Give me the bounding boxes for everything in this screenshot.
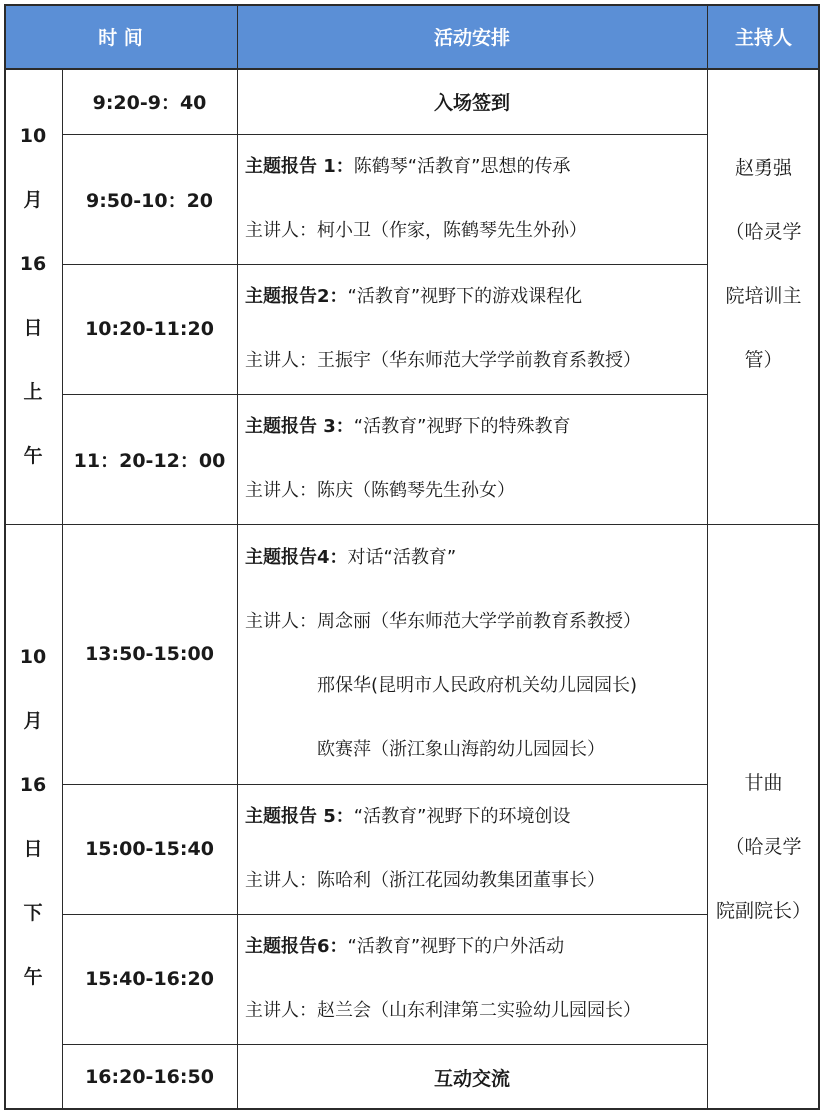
topic-line <box>245 265 582 329</box>
speaker-line: 主讲人：赵兰会（山东利津第二实验幼儿园园长） <box>245 1000 641 1021</box>
activity-cell <box>237 524 707 784</box>
activity-cell <box>237 914 707 1044</box>
host-line: 管） <box>744 349 783 371</box>
activity-cell <box>237 394 707 524</box>
topic-label: 主题报告6： <box>245 936 348 957</box>
grid-line <box>4 524 820 525</box>
time-cell: 15:40-16:20 <box>85 968 214 990</box>
grid-line <box>62 264 707 265</box>
morning-date-char: 日 <box>23 317 43 339</box>
activity-interaction: 互动交流 <box>433 1067 510 1090</box>
speaker-line: 主讲人：王振宇（华东师范大学学前教育系教授） <box>245 350 641 371</box>
time-cell: 11：20-12：00 <box>73 449 226 472</box>
morning-date <box>4 68 62 524</box>
grid-line <box>4 68 820 70</box>
afternoon-date-char: 日 <box>23 838 43 860</box>
speaker-line: 邢保华(昆明市人民政府机关幼儿园园长) <box>317 675 638 696</box>
host-line: （哈灵学 <box>725 836 802 858</box>
topic-label: 主题报告 1： <box>245 156 354 177</box>
header-activity: 活动安排 <box>237 4 707 68</box>
afternoon-date <box>4 524 62 1110</box>
activity-cell <box>237 134 707 264</box>
host-line: 院副院长） <box>715 900 811 922</box>
activity-cell <box>237 264 707 394</box>
activity-cell <box>237 784 707 914</box>
afternoon-host <box>707 524 820 1110</box>
time-cell: 9:20-9：40 <box>92 91 207 114</box>
morning-date-char: 上 <box>23 381 43 403</box>
time-cell: 13:50-15:00 <box>85 643 214 665</box>
topic-line <box>245 135 570 199</box>
afternoon-date-char: 16 <box>19 774 47 796</box>
topic-text: “活教育”视野下的特殊教育 <box>353 416 571 437</box>
topic-text: “活教育”视野下的环境创设 <box>353 806 571 827</box>
host-line: （哈灵学 <box>725 221 802 243</box>
speaker-line: 欧赛萍（浙江象山海韵幼儿园园长） <box>317 739 605 760</box>
topic-label: 主题报告2： <box>245 286 348 307</box>
host-line: 院培训主 <box>725 285 802 307</box>
topic-label: 主题报告 3： <box>245 416 354 437</box>
topic-text: 对话“活教育” <box>347 547 457 568</box>
speaker-line: 主讲人：周念丽（华东师范大学学前教育系教授） <box>245 611 641 632</box>
topic-text: “活教育”视野下的户外活动 <box>347 936 565 957</box>
border-line <box>818 4 820 1110</box>
time-cell: 9:50-10：20 <box>85 189 214 212</box>
morning-date-char: 10 <box>19 125 47 147</box>
topic-line <box>245 915 564 979</box>
activity-checkin: 入场签到 <box>433 91 510 114</box>
afternoon-date-char: 10 <box>19 646 47 668</box>
topic-label: 主题报告 5： <box>245 806 354 827</box>
grid-line <box>62 134 707 135</box>
grid-line <box>62 914 707 915</box>
schedule-table <box>4 4 820 1110</box>
grid-line <box>62 394 707 395</box>
afternoon-date-char: 下 <box>23 902 43 924</box>
grid-line <box>237 4 238 1110</box>
morning-date-char: 16 <box>19 253 47 275</box>
host-line: 赵勇强 <box>734 157 792 179</box>
time-cell: 16:20-16:50 <box>85 1066 214 1088</box>
grid-line <box>62 1044 707 1045</box>
time-cell: 15:00-15:40 <box>85 838 214 860</box>
morning-date-char: 月 <box>23 189 43 211</box>
topic-line <box>245 395 570 459</box>
border-line <box>4 4 6 1110</box>
morning-host <box>707 134 820 394</box>
topic-text: “活教育”视野下的游戏课程化 <box>347 286 583 307</box>
host-line: 甘曲 <box>744 772 783 794</box>
topic-line <box>245 526 456 590</box>
morning-date-char: 午 <box>23 445 43 467</box>
grid-line <box>62 784 707 785</box>
topic-text: 陈鹤琴“活教育”思想的传承 <box>353 156 571 177</box>
speaker-line: 主讲人：陈庆（陈鹤琴先生孙女） <box>245 480 515 501</box>
speaker-line: 主讲人：陈哈利（浙江花园幼教集团董事长） <box>245 870 605 891</box>
afternoon-date-char: 月 <box>23 710 43 732</box>
topic-line <box>245 785 570 849</box>
header-time: 时 间 <box>4 4 237 68</box>
border-line <box>4 1108 820 1110</box>
grid-line <box>62 68 63 1110</box>
time-cell: 10:20-11:20 <box>85 318 214 340</box>
topic-label: 主题报告4： <box>245 547 348 568</box>
border-line <box>4 4 820 6</box>
grid-line <box>707 4 708 1110</box>
afternoon-date-char: 午 <box>23 966 43 988</box>
header-host: 主持人 <box>707 4 820 68</box>
speaker-line: 主讲人：柯小卫（作家，陈鹤琴先生外孙） <box>245 220 587 241</box>
